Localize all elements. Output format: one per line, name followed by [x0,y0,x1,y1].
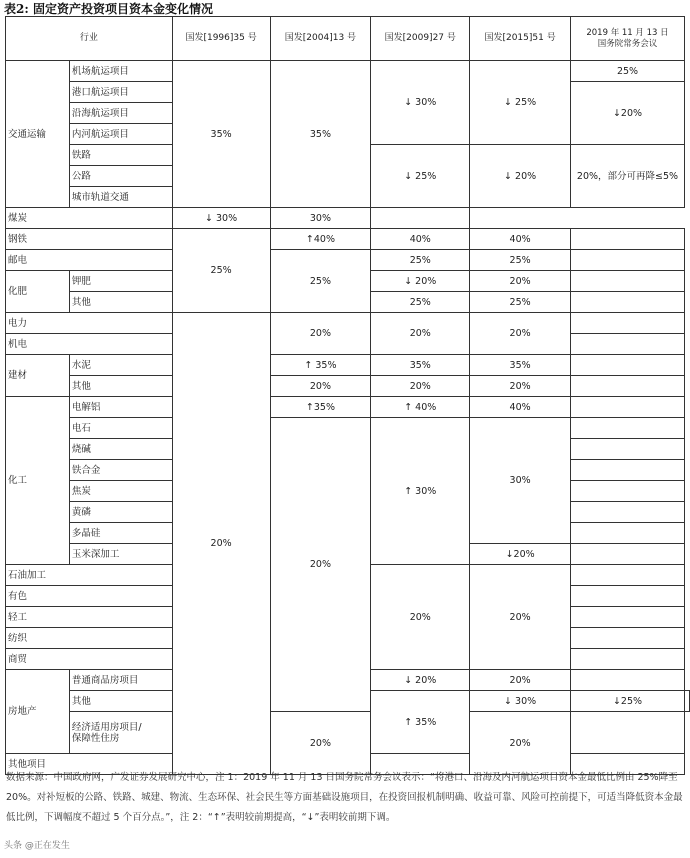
sub-road: 公路 [69,166,172,187]
cell-re-other-2015: ↓25% [571,691,685,712]
sub-rail: 铁路 [69,145,172,166]
cell-affordable-2015: 20% [470,712,571,775]
cell-potash-2009: ↓ 20% [371,271,470,292]
cell-carbide-2019 [571,418,685,439]
cell-corn-2015: ↓20% [470,544,571,565]
cell-postal-2015: 25% [470,250,571,271]
sub-potash: 钾肥 [69,271,172,292]
cell-bm-other-2015: 20% [470,376,571,397]
header-2019 [571,17,685,61]
category-steel: 钢铁 [6,229,173,250]
cell-port-2019: ↓20% [571,82,685,145]
sub-cement: 水泥 [69,355,172,376]
cell-potash-2015: 20% [470,271,571,292]
cell-chem-2015: 30% [470,418,571,544]
header-2019-line2: 国务院常务会议 [597,38,658,49]
cell-power-2004: 20% [270,313,371,355]
sub-alum: 电解铝 [69,397,172,418]
header-2015: 国发[2015]51 号 [470,17,571,61]
cell-bm-other-2004: 20% [270,376,371,397]
category-nonferrous: 有色 [6,586,173,607]
sub-coastal: 沿海航运项目 [69,103,172,124]
sub-corn: 玉米深加工 [69,544,172,565]
sub-river: 内河航运项目 [69,124,172,145]
cell-power-2015: 20% [470,313,571,355]
category-commerce: 商贸 [6,649,173,670]
header-industry: 行业 [6,17,173,61]
cell-coke-2019 [571,481,685,502]
category-chemical: 化工 [6,397,70,565]
sub-affordable [69,712,172,754]
cell-corn-2019 [571,544,685,565]
header-2019-line1: 2019 年 11 月 13 日 [586,27,669,38]
cell-caustic-2019 [571,439,685,460]
category-textile: 纺织 [6,628,173,649]
cell-postal-2004: 25% [270,250,371,313]
sub-ferroalloy: 铁合金 [69,460,172,481]
cell-power-2019 [571,313,685,334]
cell-nonferrous-2019 [571,586,685,607]
cell-chem-2009: ↑ 30% [371,418,470,565]
cell-mech-2019 [571,334,685,355]
cell-fert-other-2019 [571,292,685,313]
cell-airport-2019: 25% [571,61,685,82]
header-2009: 国发[2009]27 号 [371,17,470,61]
table-title: 表2: 固定资产投资项目资本金变化情况 [4,2,213,16]
cell-coal-2019 [371,208,470,229]
sub-phosphorus: 黄磷 [69,502,172,523]
cell-mid-1996: 25% [172,229,270,313]
cell-lower-1996: 20% [172,313,270,775]
cell-alum-2015: 40% [470,397,571,418]
cell-affordable-2019 [571,712,685,754]
cell-alum-2019 [571,397,685,418]
cell-alum-2004: ↑35% [270,397,371,418]
cell-shipping-2009: ↓ 30% [371,61,470,145]
sub-bm-other: 其他 [69,376,172,397]
cell-steel-2004: ↑40% [270,229,371,250]
sub-port: 港口航运项目 [69,82,172,103]
category-other: 其他项目 [6,754,173,775]
sub-affordable-line1: 经济适用房项目/ [71,721,142,733]
cell-textile-2019 [571,628,685,649]
cell-fert-other-2009: 25% [371,292,470,313]
sub-housing: 普通商品房项目 [69,670,172,691]
cell-oil-2019 [571,565,685,586]
cell-postal-2009: 25% [371,250,470,271]
sub-affordable-line2: 保障性住房 [71,732,120,744]
sub-polysilicon: 多晶硅 [69,523,172,544]
cell-commerce-2019 [571,649,685,670]
cell-cement-2004: ↑ 35% [270,355,371,376]
cell-lower-2004: 20% [270,418,371,712]
sub-carbide: 电石 [69,418,172,439]
cell-potash-2019 [571,271,685,292]
cell-cement-2009: 35% [371,355,470,376]
cell-ferroalloy-2019 [571,460,685,481]
cell-misc-2009: 20% [371,565,470,670]
category-power: 电力 [6,313,173,334]
cell-cement-2015: 35% [470,355,571,376]
cell-fert-other-2015: 25% [470,292,571,313]
cell-phosphorus-2019 [571,502,685,523]
cell-housing-2015: 20% [470,670,571,691]
cell-polysilicon-2019 [571,523,685,544]
cell-housing-2009: ↓ 20% [371,670,470,691]
sub-coke: 焦炭 [69,481,172,502]
cell-power-2009: 20% [371,313,470,355]
cell-coal-2015: 30% [270,208,371,229]
category-transport: 交通运输 [6,61,70,208]
cell-affordable-2009: 20% [270,712,371,775]
cell-light-2019 [571,607,685,628]
cell-road-2019: 20%，部分可再降≤5% [571,145,685,208]
header-1996: 国发[1996]35 号 [172,17,270,61]
sub-airport: 机场航运项目 [69,61,172,82]
source-note: 数据来源：中国政府网，广发证券发展研究中心，注 1：2019 年 11 月 13 日国务院常务会议表示：“将港口、沿海及内河航运项目资本金最低比例由 25%降至 20%。对补短板的公路、铁路、城建、物流、生态环保、社会民生等方面基础设施项目，在投资回报机制明确、收益可靠、风险可控前提下，可适当降低资本金最低比例，下调幅度不超过 5 个百分点。”，注 2：“↑”表明较前期提高，“↓”表明较前期下调。 [6,772,683,823]
capital-ratio-table [5,16,690,775]
category-realestate: 房地产 [6,670,70,754]
cell-steel-2015: 40% [470,229,571,250]
cell-steel-2009: 40% [371,229,470,250]
category-coal: 煤炭 [6,208,173,229]
cell-bm-other-2019 [571,376,685,397]
cell-steel-2019 [571,229,685,250]
category-oil: 石油加工 [6,565,173,586]
cell-misc-2015: 20% [470,565,571,670]
category-postal: 邮电 [6,250,173,271]
cell-road-2009: ↓ 25% [371,145,470,208]
cell-re-other-2009: ↓ 30% [470,691,571,712]
category-mech: 机电 [6,334,173,355]
cell-re-2004: ↑ 35% [371,691,470,754]
cell-re-other-2019 [685,691,690,712]
cell-cement-2019 [571,355,685,376]
cell-coal-2009: ↓ 30% [172,208,270,229]
cell-transport-1996: 35% [172,61,270,208]
sub-fert-other: 其他 [69,292,172,313]
cell-alum-2009: ↑ 40% [371,397,470,418]
header-2004: 国发[2004]13 号 [270,17,371,61]
cell-postal-2019 [571,250,685,271]
category-light: 轻工 [6,607,173,628]
category-building: 建材 [6,355,70,397]
category-fertilizer: 化肥 [6,271,70,313]
sub-caustic: 烧碱 [69,439,172,460]
cell-housing-2019 [571,670,685,691]
cell-shipping-2015: ↓ 25% [470,61,571,145]
sub-urban-rail: 城市轨道交通 [69,187,172,208]
cell-bm-other-2009: 20% [371,376,470,397]
cell-transport-2004: 35% [270,61,371,208]
watermark-text: 头条 @正在发生 [4,841,70,851]
sub-re-other: 其他 [69,691,172,712]
cell-road-2015: ↓ 20% [470,145,571,208]
